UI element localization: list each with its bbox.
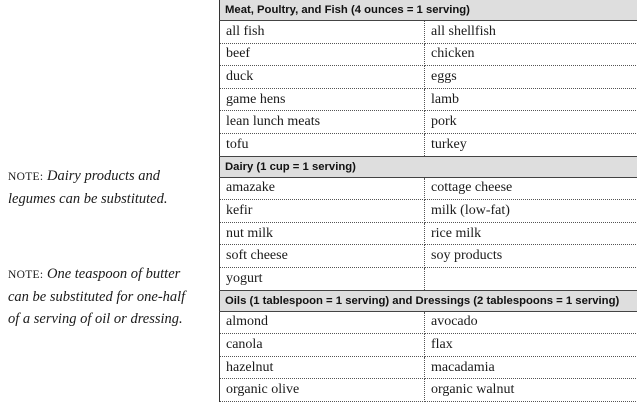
table-cell: avocado [425, 311, 637, 334]
table-row [220, 88, 637, 111]
table-cell: duck [220, 66, 425, 89]
table-cell: flax [425, 334, 637, 357]
section-header-meat [220, 0, 637, 21]
table-row [220, 222, 637, 245]
table-cell: macadamia [425, 356, 637, 379]
table-cell: game hens [220, 88, 425, 111]
section-header-label: Dairy (1 cup = 1 serving) [220, 156, 637, 177]
table-row [220, 133, 637, 156]
table-row [220, 111, 637, 134]
table-cell: organic olive [220, 379, 425, 402]
table-cell: lamb [425, 88, 637, 111]
table-cell: tofu [220, 133, 425, 156]
note-label: NOTE: [8, 171, 43, 183]
table-cell: eggs [425, 66, 637, 89]
table-cell: soft cheese [220, 245, 425, 268]
serving-table [219, 0, 637, 402]
table-row [220, 379, 637, 402]
note-dairy-substitution [8, 165, 188, 210]
table-cell: lean lunch meats [220, 111, 425, 134]
table-cell: canola [220, 334, 425, 357]
table-row [220, 21, 637, 44]
table-cell: cottage cheese [425, 177, 637, 200]
table-cell: amazake [220, 177, 425, 200]
table-cell: soy products [425, 245, 637, 268]
section-header-dairy [220, 156, 637, 177]
section-header-label: Oils (1 tablespoon = 1 serving) and Dressings (2 tablespoons = 1 serving) [220, 290, 637, 311]
table-cell: hazelnut [220, 356, 425, 379]
table-cell: pork [425, 111, 637, 134]
table-cell: kefir [220, 200, 425, 223]
table-cell: all fish [220, 21, 425, 44]
table-cell: yogurt [220, 267, 425, 290]
section-header-oils [220, 290, 637, 311]
note-butter-substitution [8, 263, 188, 330]
table-row [220, 311, 637, 334]
table-cell: almond [220, 311, 425, 334]
table-cell: nut milk [220, 222, 425, 245]
table-row [220, 200, 637, 223]
table-cell: rice milk [425, 222, 637, 245]
section-header-label: Meat, Poultry, and Fish (4 ounces = 1 serving) [220, 0, 637, 21]
table-cell [425, 267, 637, 290]
table-row [220, 356, 637, 379]
table-row [220, 177, 637, 200]
table-row [220, 245, 637, 268]
table-row [220, 334, 637, 357]
table-cell: all shellfish [425, 21, 637, 44]
note-label: NOTE: [8, 269, 43, 281]
table-row [220, 66, 637, 89]
table-cell: turkey [425, 133, 637, 156]
table-row [220, 267, 637, 290]
note-text: One teaspoon of butter can be substituted for one-half of a serving of oil or dressing. [8, 266, 185, 327]
table-cell: beef [220, 43, 425, 66]
table-cell: organic walnut [425, 379, 637, 402]
table-row [220, 43, 637, 66]
table-cell: chicken [425, 43, 637, 66]
table-cell: milk (low-fat) [425, 200, 637, 223]
note-text: Dairy products and legumes can be substituted. [8, 168, 167, 207]
